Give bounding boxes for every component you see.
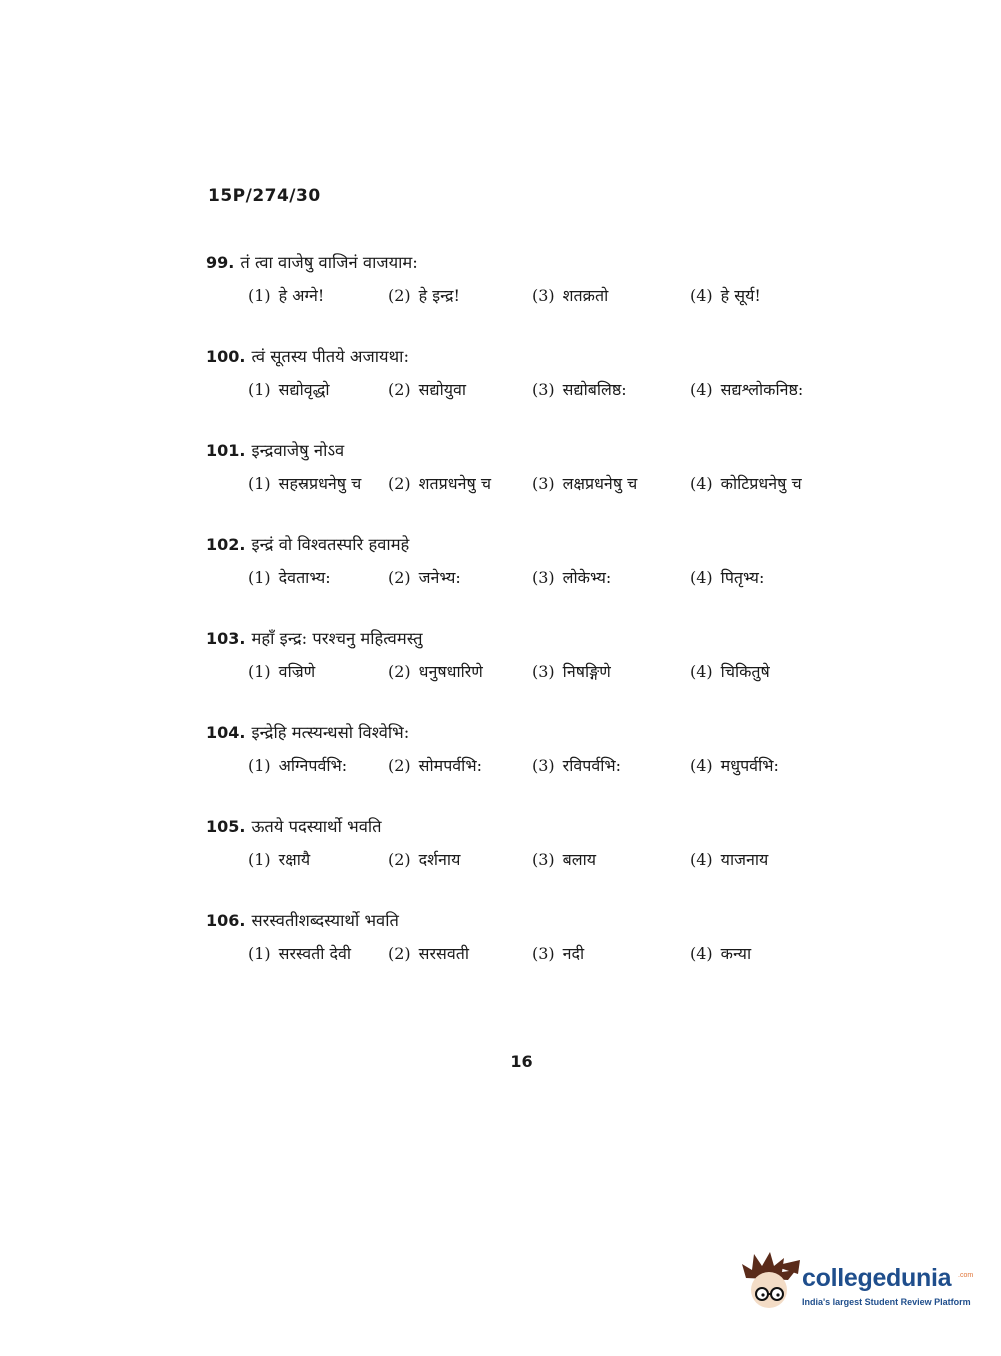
option-label: (3) [532, 756, 555, 775]
question-text: इन्द्रेहि मत्स्यन्धसो विश्वेभि: [251, 723, 410, 742]
mascot-right-pupil [776, 1293, 779, 1296]
question-number: 99. [206, 253, 235, 272]
option-3 [532, 472, 637, 494]
option-label: (1) [248, 286, 271, 305]
option-text: रक्षायै [278, 850, 311, 869]
option-4 [690, 942, 751, 964]
option-4 [690, 660, 770, 682]
option-text: कन्या [720, 944, 752, 963]
question-stem [206, 438, 866, 472]
option-text: सद्योवृद्धो [278, 380, 330, 399]
option-4 [690, 378, 803, 400]
option-text: शतप्रधनेषु च [418, 474, 491, 493]
option-label: (1) [248, 568, 271, 587]
option-label: (1) [248, 756, 271, 775]
question-stem [206, 814, 866, 848]
option-label: (2) [388, 380, 411, 399]
question-item [206, 814, 866, 908]
question-text: त्वं सूतस्य पीतये अजायथा: [251, 347, 410, 366]
question-list [206, 250, 866, 1002]
question-stem [206, 532, 866, 566]
question-text: इन्द्रवाजेषु नोऽव [251, 441, 345, 460]
option-row [206, 942, 866, 972]
option-text: शतक्रतो [562, 286, 609, 305]
option-3 [532, 566, 611, 588]
option-text: देवताभ्य: [278, 568, 331, 587]
question-item [206, 438, 866, 532]
option-2 [388, 284, 460, 306]
option-text: नदी [562, 944, 585, 963]
question-stem [206, 250, 866, 284]
option-label: (3) [532, 380, 555, 399]
option-row [206, 848, 866, 878]
option-text: हे इन्द्र! [418, 286, 460, 305]
option-text: सद्यश्लोकनिष्ठ: [720, 380, 804, 399]
option-text: जनेभ्य: [418, 568, 461, 587]
option-row [206, 754, 866, 784]
option-text: हे अग्ने! [278, 286, 325, 305]
question-item [206, 250, 866, 344]
option-label: (3) [532, 944, 555, 963]
option-3 [532, 378, 627, 400]
option-label: (2) [388, 944, 411, 963]
option-text: पितृभ्य: [720, 568, 765, 587]
question-item [206, 626, 866, 720]
option-label: (2) [388, 662, 411, 681]
option-2 [388, 472, 491, 494]
option-label: (2) [388, 474, 411, 493]
option-label: (2) [388, 568, 411, 587]
option-label: (4) [690, 850, 713, 869]
page-number: 16 [510, 1052, 533, 1071]
brand-suffix: .com [958, 1272, 974, 1279]
option-3 [532, 942, 584, 964]
option-1 [248, 378, 330, 400]
option-label: (1) [248, 662, 271, 681]
option-4 [690, 848, 768, 870]
option-text: याजनाय [720, 850, 769, 869]
option-1 [248, 848, 310, 870]
question-number: 102. [206, 535, 246, 554]
option-2 [388, 848, 460, 870]
mascot-icon [740, 1250, 804, 1316]
option-row [206, 378, 866, 408]
option-text: निषङ्गिणे [562, 662, 611, 681]
option-text: अग्निपर्वभि: [278, 756, 348, 775]
question-stem [206, 908, 866, 942]
option-label: (4) [690, 756, 713, 775]
option-text: सद्योयुवा [418, 380, 467, 399]
option-row [206, 472, 866, 502]
option-label: (3) [532, 662, 555, 681]
option-text: सहस्रप्रधनेषु च [278, 474, 362, 493]
option-2 [388, 378, 466, 400]
option-text: हे सूर्य! [720, 286, 761, 305]
option-label: (3) [532, 474, 555, 493]
option-3 [532, 660, 611, 682]
option-text: सोमपर्वभि: [418, 756, 482, 775]
brand-tagline: India's largest Student Review Platform [802, 1297, 971, 1307]
question-number: 105. [206, 817, 246, 836]
paper-code: 15P/274/30 [208, 186, 321, 206]
option-text: धनुषधारिणे [418, 662, 483, 681]
option-text: चिकितुषे [720, 662, 770, 681]
option-label: (4) [690, 474, 713, 493]
question-number: 104. [206, 723, 246, 742]
question-text: तं त्वा वाजेषु वाजिनं वाजयाम: [240, 253, 418, 272]
option-label: (3) [532, 286, 555, 305]
option-2 [388, 942, 469, 964]
option-label: (3) [532, 568, 555, 587]
option-text: बलाय [562, 850, 597, 869]
option-label: (1) [248, 474, 271, 493]
question-stem [206, 344, 866, 378]
question-text: इन्द्रं वो विश्वतस्परि हवामहे [251, 535, 410, 554]
option-2 [388, 566, 461, 588]
question-number: 101. [206, 441, 246, 460]
question-stem [206, 720, 866, 754]
option-label: (4) [690, 662, 713, 681]
question-item [206, 720, 866, 814]
question-number: 103. [206, 629, 246, 648]
option-text: रविपर्वभि: [562, 756, 622, 775]
option-label: (1) [248, 944, 271, 963]
option-label: (4) [690, 944, 713, 963]
option-4 [690, 472, 802, 494]
option-label: (4) [690, 286, 713, 305]
question-text: ऊतये पदस्यार्थो भवति [251, 817, 382, 836]
option-3 [532, 284, 608, 306]
option-1 [248, 660, 315, 682]
option-text: कोटिप्रधनेषु च [720, 474, 802, 493]
option-label: (1) [248, 380, 271, 399]
option-text: लक्षप्रधनेषु च [562, 474, 638, 493]
option-4 [690, 566, 764, 588]
option-label: (4) [690, 568, 713, 587]
option-label: (2) [388, 286, 411, 305]
question-text: महाँ इन्द्र: परश्चनु महित्वमस्तु [251, 629, 423, 648]
question-text: सरस्वतीशब्दस्यार्थो भवति [251, 911, 399, 930]
option-text: सरसवती [418, 944, 470, 963]
option-1 [248, 754, 347, 776]
option-1 [248, 942, 351, 964]
collegedunia-watermark[interactable] [740, 1250, 974, 1320]
option-3 [532, 848, 596, 870]
option-label: (1) [248, 850, 271, 869]
mascot-left-pupil [761, 1293, 764, 1296]
option-label: (2) [388, 756, 411, 775]
option-label: (3) [532, 850, 555, 869]
question-number: 100. [206, 347, 246, 366]
option-1 [248, 472, 361, 494]
option-label: (4) [690, 380, 713, 399]
option-1 [248, 566, 331, 588]
option-row [206, 566, 866, 596]
option-1 [248, 284, 324, 306]
question-item [206, 908, 866, 1002]
question-number: 106. [206, 911, 246, 930]
brand-name: collegedunia [802, 1264, 952, 1292]
question-item [206, 344, 866, 438]
option-text: वज्रिणे [278, 662, 316, 681]
option-label: (2) [388, 850, 411, 869]
question-stem [206, 626, 866, 660]
option-text: सद्योबलिष्ठ: [562, 380, 627, 399]
option-text: लोकेभ्य: [562, 568, 612, 587]
option-4 [690, 284, 761, 306]
option-4 [690, 754, 779, 776]
option-3 [532, 754, 621, 776]
option-text: दर्शनाय [418, 850, 461, 869]
option-text: मधुपर्वभि: [720, 756, 779, 775]
question-item [206, 532, 866, 626]
option-row [206, 284, 866, 314]
option-text: सरस्वती देवी [278, 944, 352, 963]
option-2 [388, 660, 483, 682]
option-row [206, 660, 866, 690]
option-2 [388, 754, 482, 776]
